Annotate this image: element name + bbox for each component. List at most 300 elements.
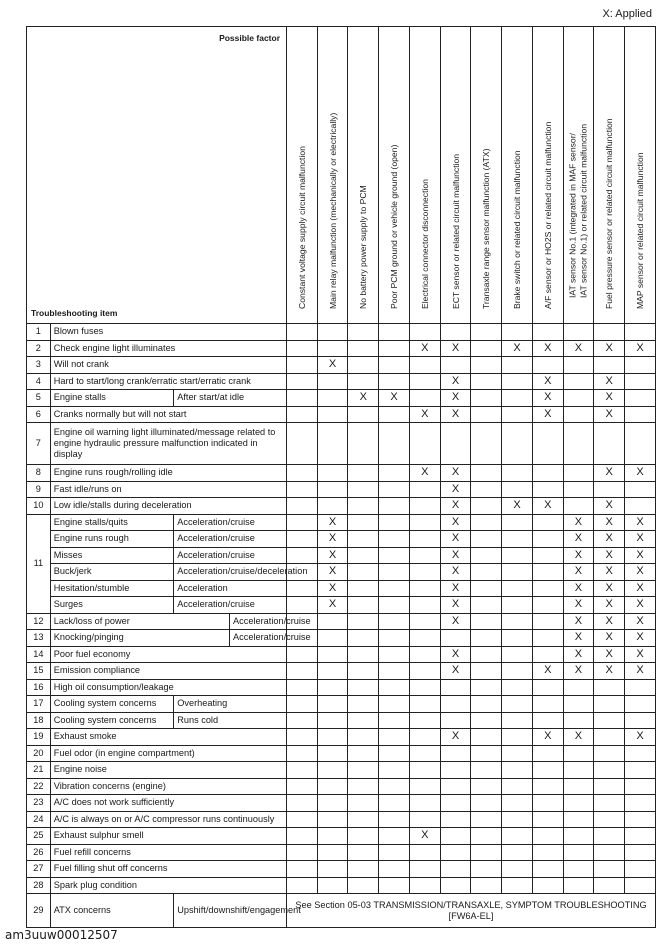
applied-mark: [502, 696, 533, 713]
table-row: [27, 324, 656, 341]
table-row: [27, 696, 656, 713]
applied-mark: X: [409, 828, 440, 845]
applied-mark: X: [440, 531, 471, 548]
applied-mark: [594, 877, 625, 894]
applied-mark: [409, 679, 440, 696]
applied-mark: [317, 811, 348, 828]
applied-mark: [287, 795, 318, 812]
table-row: [27, 498, 656, 515]
row-number: 3: [27, 357, 51, 374]
table-row: [27, 646, 656, 663]
applied-mark: [287, 646, 318, 663]
applied-mark: [317, 844, 348, 861]
factor-header-12: [625, 27, 656, 324]
applied-mark: [532, 762, 563, 779]
applied-mark: [471, 712, 502, 729]
table-row: [27, 547, 656, 564]
applied-mark: [594, 811, 625, 828]
item-label: Hard to start/long crank/erratic start/erratic crank: [50, 373, 286, 390]
applied-mark: X: [563, 340, 594, 357]
applied-mark: [379, 340, 410, 357]
applied-mark: [502, 778, 533, 795]
applied-mark: [502, 547, 533, 564]
applied-mark: X: [532, 340, 563, 357]
applied-mark: X: [532, 498, 563, 515]
table-row: [27, 745, 656, 762]
factor-label: [420, 179, 431, 309]
factor-label-line: Electrical connector disconnection: [419, 178, 430, 309]
applied-mark: [532, 324, 563, 341]
applied-mark: X: [440, 580, 471, 597]
applied-mark: [471, 679, 502, 696]
applied-mark: X: [532, 406, 563, 423]
applied-mark: [532, 811, 563, 828]
applied-mark: [440, 861, 471, 878]
applied-mark: [287, 729, 318, 746]
applied-mark: [287, 712, 318, 729]
item-label: Fast idle/runs on: [50, 481, 286, 498]
applied-mark: X: [317, 357, 348, 374]
condition-label: Overheating: [174, 696, 287, 713]
applied-mark: [409, 877, 440, 894]
applied-mark: [440, 828, 471, 845]
applied-mark: [532, 778, 563, 795]
item-label: Knocking/pinging: [50, 630, 229, 647]
applied-mark: [409, 630, 440, 647]
applied-mark: [317, 861, 348, 878]
applied-mark: [594, 696, 625, 713]
factor-label-line: Main relay malfunction (mechanically or electrically): [327, 112, 338, 309]
applied-mark: X: [532, 373, 563, 390]
factor-header-10: [563, 27, 594, 324]
applied-mark: [348, 613, 379, 630]
table-row: [27, 679, 656, 696]
applied-mark: [348, 597, 379, 614]
applied-mark: X: [625, 663, 656, 680]
document-id: am3uuw00012507: [5, 928, 118, 942]
applied-mark: [471, 630, 502, 647]
applied-mark: [532, 877, 563, 894]
applied-mark: [409, 373, 440, 390]
applied-mark: [379, 481, 410, 498]
applied-mark: [563, 762, 594, 779]
factor-label: [481, 148, 492, 308]
applied-mark: [471, 514, 502, 531]
table-row: [27, 712, 656, 729]
applied-mark: [317, 795, 348, 812]
applied-mark: [287, 481, 318, 498]
applied-mark: [409, 514, 440, 531]
factor-header-5: [409, 27, 440, 324]
applied-mark: [287, 762, 318, 779]
factor-header-6: [440, 27, 471, 324]
applied-mark: [287, 597, 318, 614]
applied-mark: [563, 877, 594, 894]
applied-mark: [625, 877, 656, 894]
factor-label-line: No battery power supply to PCM: [358, 184, 369, 309]
condition-label: Acceleration/cruise: [230, 613, 287, 630]
applied-mark: [409, 547, 440, 564]
item-label: High oil consumption/leakage: [50, 679, 286, 696]
factor-label: [512, 150, 523, 309]
applied-mark: [379, 696, 410, 713]
applied-mark: [471, 531, 502, 548]
applied-mark: [348, 663, 379, 680]
applied-mark: X: [563, 531, 594, 548]
applied-mark: [409, 390, 440, 407]
applied-mark: [594, 481, 625, 498]
applied-mark: [409, 811, 440, 828]
applied-mark: [348, 861, 379, 878]
applied-mark: X: [440, 465, 471, 482]
applied-mark: [532, 646, 563, 663]
table-row: [27, 613, 656, 630]
applied-mark: [563, 745, 594, 762]
factor-label-line: Brake switch or related circuit malfunction: [511, 149, 522, 309]
table-row: [27, 390, 656, 407]
item-label: Fuel refill concerns: [50, 844, 286, 861]
applied-mark: [532, 795, 563, 812]
row-number: 1: [27, 324, 51, 341]
applied-mark: [317, 465, 348, 482]
applied-mark: [532, 547, 563, 564]
applied-mark: [287, 498, 318, 515]
applied-mark: [379, 811, 410, 828]
applied-mark: X: [317, 531, 348, 548]
applied-mark: [563, 861, 594, 878]
applied-mark: [532, 696, 563, 713]
applied-mark: [379, 729, 410, 746]
applied-mark: [502, 811, 533, 828]
applied-mark: X: [625, 547, 656, 564]
table-row: [27, 357, 656, 374]
applied-mark: X: [317, 564, 348, 581]
applied-mark: [379, 762, 410, 779]
applied-mark: [532, 679, 563, 696]
applied-mark: [440, 679, 471, 696]
condition-label: After start/at idle: [174, 390, 287, 407]
row-number: 14: [27, 646, 51, 663]
applied-mark: [471, 696, 502, 713]
condition-label: Upshift/downshift/engagement: [174, 894, 287, 928]
factor-label-line: Fuel pressure sensor or related circuit malfunction: [603, 117, 614, 309]
factor-header-1: [287, 27, 318, 324]
applied-mark: [379, 423, 410, 465]
applied-mark: [563, 373, 594, 390]
item-label: A/C does not work sufficiently: [50, 795, 286, 812]
row-number: 12: [27, 613, 51, 630]
row-number: 2: [27, 340, 51, 357]
applied-mark: [348, 324, 379, 341]
applied-mark: [287, 357, 318, 374]
applied-mark: [594, 679, 625, 696]
applied-mark: [563, 357, 594, 374]
row-number: 13: [27, 630, 51, 647]
applied-mark: [532, 712, 563, 729]
applied-mark: X: [563, 729, 594, 746]
applied-mark: X: [317, 547, 348, 564]
applied-mark: [594, 712, 625, 729]
applied-mark: X: [625, 580, 656, 597]
applied-mark: [317, 877, 348, 894]
applied-mark: X: [563, 547, 594, 564]
applied-mark: [502, 406, 533, 423]
applied-mark: X: [440, 406, 471, 423]
applied-mark: [502, 844, 533, 861]
applied-mark: [532, 861, 563, 878]
applied-mark: [471, 811, 502, 828]
applied-mark: [471, 877, 502, 894]
applied-mark: [471, 498, 502, 515]
item-label: Buck/jerk: [50, 564, 173, 581]
item-label: ATX concerns: [50, 894, 173, 928]
applied-mark: [409, 498, 440, 515]
applied-mark: [471, 745, 502, 762]
applied-mark: [317, 373, 348, 390]
factor-label-line: ECT sensor or related circuit malfunction: [450, 153, 461, 309]
applied-mark: X: [317, 580, 348, 597]
applied-mark: [348, 844, 379, 861]
applied-mark: X: [409, 465, 440, 482]
applied-mark: [317, 729, 348, 746]
table-row: [27, 580, 656, 597]
applied-mark: [379, 828, 410, 845]
applied-mark: [563, 423, 594, 465]
applied-mark: [594, 324, 625, 341]
table-row: [27, 630, 656, 647]
applied-mark: [287, 745, 318, 762]
factor-label: [635, 152, 646, 309]
applied-mark: [625, 696, 656, 713]
applied-mark: [625, 778, 656, 795]
applied-mark: X: [594, 531, 625, 548]
applied-mark: [287, 340, 318, 357]
applied-mark: [409, 324, 440, 341]
applied-mark: X: [440, 597, 471, 614]
item-label: Spark plug condition: [50, 877, 286, 894]
condition-label: Acceleration/cruise: [174, 531, 287, 548]
table-row: [27, 373, 656, 390]
applied-mark: X: [563, 564, 594, 581]
row-number: 21: [27, 762, 51, 779]
applied-mark: X: [379, 390, 410, 407]
applied-mark: [287, 580, 318, 597]
applied-mark: X: [625, 613, 656, 630]
applied-mark: [563, 481, 594, 498]
applied-mark: [471, 613, 502, 630]
table-row: [27, 762, 656, 779]
table-row: [27, 531, 656, 548]
applied-mark: X: [317, 514, 348, 531]
applied-mark: [502, 762, 533, 779]
applied-mark: X: [532, 390, 563, 407]
applied-mark: [440, 630, 471, 647]
item-label: Engine runs rough: [50, 531, 173, 548]
header-row: [27, 27, 656, 324]
applied-mark: [532, 514, 563, 531]
applied-mark: X: [440, 498, 471, 515]
item-label: Misses: [50, 547, 173, 564]
applied-mark: X: [563, 580, 594, 597]
applied-mark: [317, 745, 348, 762]
applied-mark: X: [625, 514, 656, 531]
applied-mark: [348, 778, 379, 795]
applied-mark: [594, 844, 625, 861]
applied-mark: [502, 630, 533, 647]
table-row: [27, 861, 656, 878]
applied-mark: [502, 357, 533, 374]
item-label: Blown fuses: [50, 324, 286, 341]
applied-mark: X: [594, 580, 625, 597]
applied-mark: [379, 877, 410, 894]
applied-mark: [502, 390, 533, 407]
applied-mark: [502, 663, 533, 680]
item-label: Low idle/stalls during deceleration: [50, 498, 286, 515]
applied-mark: [532, 597, 563, 614]
item-label: Engine runs rough/rolling idle: [50, 465, 286, 482]
applied-mark: [348, 828, 379, 845]
applied-mark: [532, 630, 563, 647]
applied-mark: [625, 861, 656, 878]
applied-mark: [348, 373, 379, 390]
applied-mark: X: [594, 465, 625, 482]
applied-mark: [440, 357, 471, 374]
applied-mark: [287, 877, 318, 894]
applied-mark: X: [625, 597, 656, 614]
applied-mark: X: [594, 630, 625, 647]
applied-mark: [532, 531, 563, 548]
applied-mark: [317, 696, 348, 713]
applied-mark: [594, 795, 625, 812]
applied-mark: [471, 663, 502, 680]
applied-mark: X: [594, 340, 625, 357]
applied-mark: [594, 729, 625, 746]
applied-mark: [409, 795, 440, 812]
applied-mark: X: [594, 498, 625, 515]
item-label: Cranks normally but will not start: [50, 406, 286, 423]
applied-mark: [563, 778, 594, 795]
applied-mark: X: [594, 373, 625, 390]
applied-mark: X: [440, 340, 471, 357]
applied-mark: [409, 423, 440, 465]
applied-mark: X: [625, 340, 656, 357]
applied-mark: X: [532, 729, 563, 746]
applied-mark: [379, 514, 410, 531]
applied-mark: [348, 580, 379, 597]
applied-mark: [471, 340, 502, 357]
applied-mark: [594, 423, 625, 465]
applied-mark: [409, 613, 440, 630]
applied-mark: [502, 712, 533, 729]
factor-label: [450, 153, 461, 308]
applied-mark: [287, 547, 318, 564]
applied-mark: [379, 465, 410, 482]
applied-mark: X: [625, 630, 656, 647]
condition-label: Acceleration: [174, 580, 287, 597]
row-number: 7: [27, 423, 51, 465]
applied-mark: [502, 828, 533, 845]
applied-mark: [409, 357, 440, 374]
item-label: Fuel odor (in engine compartment): [50, 745, 286, 762]
row-number: 29: [27, 894, 51, 928]
applied-mark: [409, 580, 440, 597]
applied-mark: [409, 861, 440, 878]
applied-mark: [563, 844, 594, 861]
applied-mark: [532, 745, 563, 762]
table-row: [27, 828, 656, 845]
applied-mark: X: [625, 729, 656, 746]
legend-applied: X: Applied: [602, 8, 652, 20]
applied-mark: [625, 324, 656, 341]
applied-mark: X: [594, 406, 625, 423]
applied-mark: [532, 828, 563, 845]
applied-mark: [287, 679, 318, 696]
applied-mark: [379, 564, 410, 581]
table-row: [27, 795, 656, 812]
factor-label: [542, 121, 553, 308]
table-row: [27, 564, 656, 581]
applied-mark: [379, 547, 410, 564]
applied-mark: [471, 778, 502, 795]
applied-mark: [625, 844, 656, 861]
applied-mark: [471, 844, 502, 861]
row-number: 11: [27, 514, 51, 613]
applied-mark: [471, 481, 502, 498]
applied-mark: X: [409, 340, 440, 357]
item-label: Emission compliance: [50, 663, 286, 680]
applied-mark: X: [440, 646, 471, 663]
applied-mark: [287, 373, 318, 390]
factor-label-line: IAT sensor No.1 (integrated in MAF sensor/: [567, 133, 578, 298]
factor-label: [568, 124, 589, 298]
applied-mark: [502, 861, 533, 878]
applied-mark: [471, 795, 502, 812]
applied-mark: [317, 762, 348, 779]
applied-mark: [287, 423, 318, 465]
applied-mark: [287, 778, 318, 795]
applied-mark: [348, 745, 379, 762]
applied-mark: [471, 564, 502, 581]
table-row: [27, 778, 656, 795]
table-row: [27, 844, 656, 861]
applied-mark: X: [440, 613, 471, 630]
applied-mark: [440, 762, 471, 779]
applied-mark: [348, 406, 379, 423]
applied-mark: [532, 465, 563, 482]
applied-mark: X: [563, 630, 594, 647]
applied-mark: [379, 712, 410, 729]
applied-mark: [625, 406, 656, 423]
applied-mark: [563, 696, 594, 713]
applied-mark: [348, 531, 379, 548]
factor-label: [358, 185, 369, 309]
applied-mark: [471, 580, 502, 597]
applied-mark: [379, 795, 410, 812]
applied-mark: [471, 357, 502, 374]
applied-mark: [287, 514, 318, 531]
applied-mark: [471, 423, 502, 465]
applied-mark: [563, 811, 594, 828]
condition-label: Acceleration/cruise: [174, 514, 287, 531]
row-number: 5: [27, 390, 51, 407]
applied-mark: [409, 663, 440, 680]
applied-mark: [594, 778, 625, 795]
applied-mark: X: [594, 597, 625, 614]
applied-mark: X: [594, 646, 625, 663]
factor-label-line: Poor PCM ground or vehicle ground (open): [388, 144, 399, 309]
applied-mark: [287, 861, 318, 878]
applied-mark: [348, 679, 379, 696]
